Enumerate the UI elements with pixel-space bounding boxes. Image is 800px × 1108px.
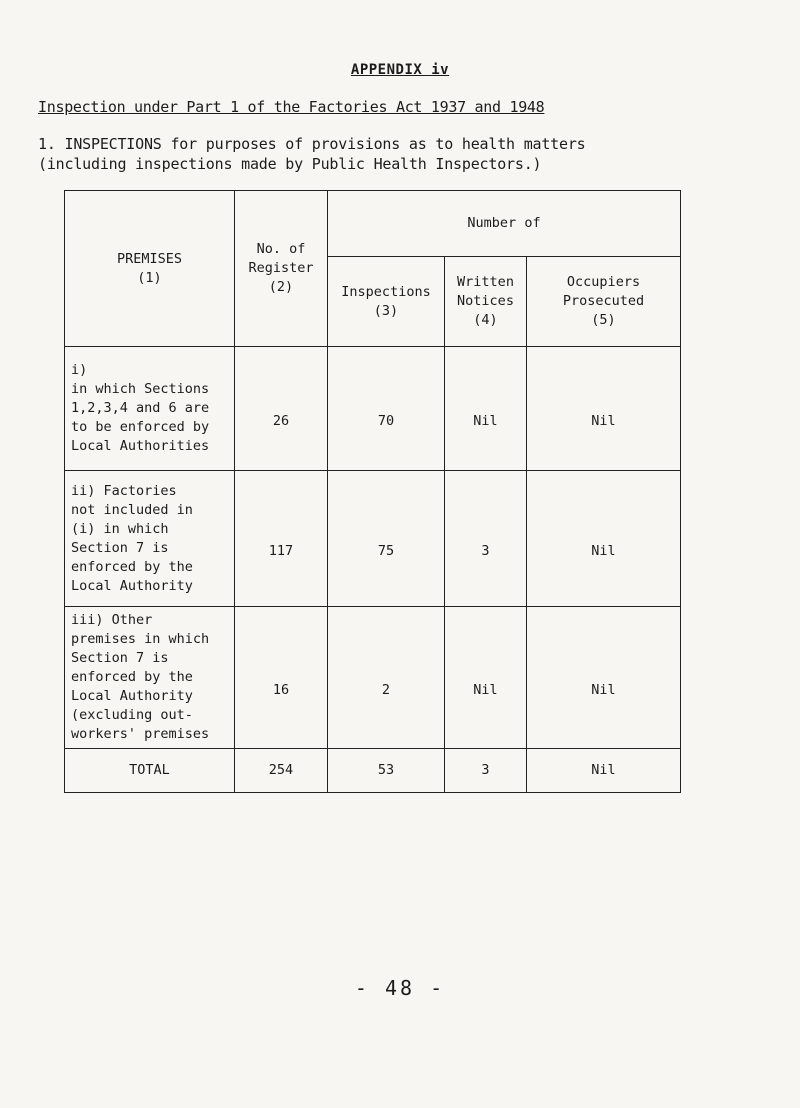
premises-cell	[65, 347, 235, 471]
section-subtitle: Inspection under Part 1 of the Factories Act 1937 and 1948	[38, 98, 545, 116]
table-row	[65, 471, 681, 607]
notices-cell: Nil	[445, 607, 527, 749]
header-text: (1)	[137, 269, 162, 286]
register-header	[235, 191, 328, 347]
header-text: No. of	[256, 241, 306, 257]
inspections-header	[328, 257, 445, 347]
header-text: Register	[248, 260, 314, 276]
premises-line: Local Authorities	[71, 438, 210, 454]
header-text: (5)	[591, 312, 616, 328]
premises-line: Section 7 is	[71, 539, 169, 556]
premises-line: Local Authority	[71, 577, 193, 594]
prosecuted-header	[527, 257, 681, 347]
total-register-cell: 254	[235, 749, 328, 793]
total-label: TOTAL	[65, 749, 235, 793]
premises-line: premises in which	[71, 631, 210, 647]
header-text: PREMISES	[116, 250, 183, 267]
register-cell: 117	[235, 471, 328, 607]
notices-cell: 3	[445, 471, 527, 607]
header-text: (3)	[373, 302, 399, 319]
register-cell: 26	[235, 347, 328, 471]
register-cell: 16	[235, 607, 328, 749]
premises-line: Local Authority	[71, 688, 193, 704]
notices-cell: Nil	[445, 347, 527, 471]
premises-line: Section 7 is	[71, 650, 169, 666]
header-text: Inspections	[341, 283, 431, 300]
total-inspections-cell: 53	[328, 749, 445, 793]
premises-line: enforced by the	[71, 558, 193, 575]
total-row	[65, 749, 681, 793]
premises-line: to be enforced by	[71, 419, 210, 435]
header-text: Notices	[457, 293, 514, 309]
header-text: (4)	[473, 312, 498, 328]
header-row-top	[65, 191, 681, 257]
intro-paragraph	[38, 134, 758, 174]
premises-header	[65, 191, 235, 347]
number-of-header: Number of	[328, 191, 681, 257]
premises-line: in which Sections	[71, 381, 210, 397]
premises-line: not included in	[71, 501, 193, 518]
intro-line: 1. INSPECTIONS for purposes of provisions as to health matters	[38, 135, 586, 153]
inspections-cell: 75	[328, 471, 445, 607]
premises-cell	[65, 607, 235, 749]
inspections-table	[64, 190, 681, 793]
premises-line: workers' premises	[71, 726, 210, 742]
page-number: - 48 -	[354, 976, 446, 1000]
header-text: Occupiers	[566, 274, 641, 290]
premises-line: (excluding out-	[71, 707, 193, 723]
total-prosecuted-cell: Nil	[527, 749, 681, 793]
header-text: Prosecuted	[562, 293, 645, 309]
inspections-cell: 2	[328, 607, 445, 749]
premises-line: ii) Factories	[71, 482, 177, 499]
intro-line: (including inspections made by Public Health Inspectors.)	[38, 155, 542, 173]
inspections-cell: 70	[328, 347, 445, 471]
premises-line: i)	[71, 362, 88, 378]
total-notices-cell: 3	[445, 749, 527, 793]
table-row	[65, 347, 681, 471]
prosecuted-cell: Nil	[527, 347, 681, 471]
header-text: (2)	[268, 279, 294, 295]
premises-line: iii) Other	[71, 612, 153, 628]
appendix-title: APPENDIX iv	[350, 62, 450, 78]
header-text: Written	[457, 274, 514, 290]
notices-header	[445, 257, 527, 347]
prosecuted-cell: Nil	[527, 471, 681, 607]
premises-line: (i) in which	[71, 520, 169, 537]
premises-line: enforced by the	[71, 669, 193, 685]
premises-line: 1,2,3,4 and 6 are	[71, 400, 210, 416]
premises-cell	[65, 471, 235, 607]
table-row	[65, 607, 681, 749]
prosecuted-cell: Nil	[527, 607, 681, 749]
